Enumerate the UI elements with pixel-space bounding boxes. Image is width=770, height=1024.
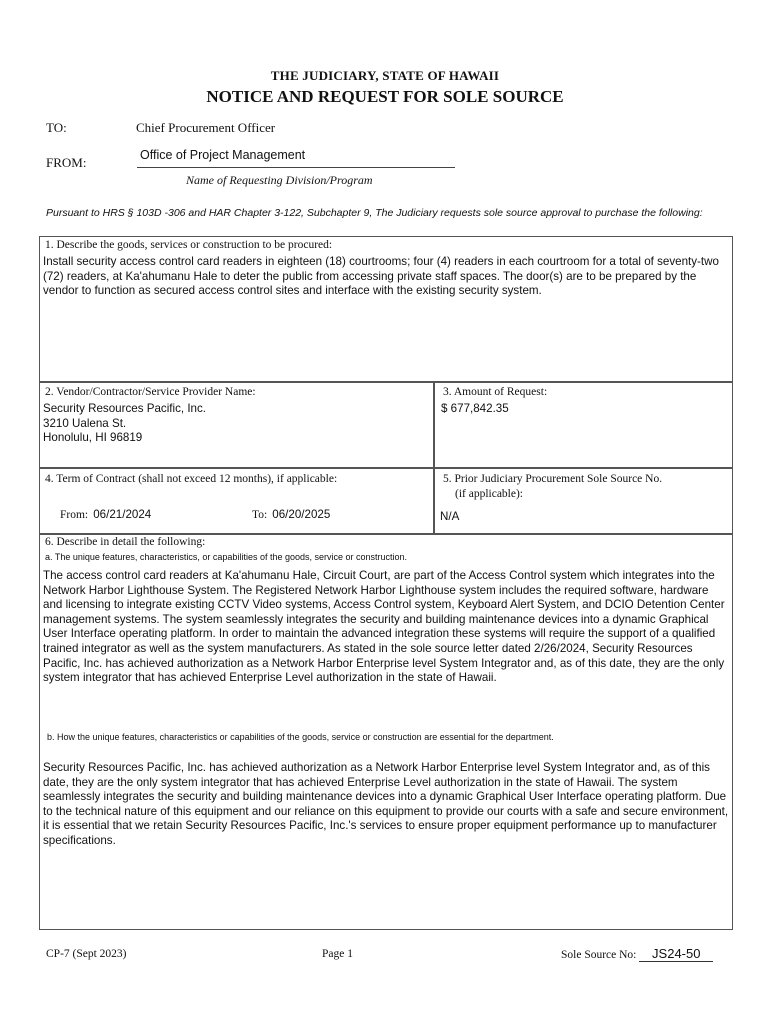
term-from-group	[60, 503, 151, 523]
amount-field[interactable]: $ 677,842.35	[441, 402, 509, 415]
section-vendor	[39, 382, 434, 468]
section3-title: 3. Amount of Request:	[443, 386, 548, 398]
section-amount	[434, 382, 733, 468]
form-title: NOTICE AND REQUEST FOR SOLE SOURCE	[206, 87, 564, 106]
from-caption: Name of Requesting Division/Program	[186, 173, 373, 187]
org-heading: THE JUDICIARY, STATE OF HAWAII	[270, 68, 500, 83]
section-prior-sole-source	[434, 468, 733, 534]
vendor-street: 3210 Ualena St.	[43, 416, 127, 430]
section4-title: 4. Term of Contract (shall not exceed 12 months), if applicable:	[45, 473, 338, 485]
term-to-group	[252, 503, 330, 523]
sole-source-number	[561, 946, 713, 962]
section1-title: 1. Describe the goods, services or construction to be procured:	[45, 239, 333, 251]
vendor-name: Security Resources Pacific, Inc.	[43, 402, 207, 415]
section5-title: 5. Prior Judiciary Procurement Sole Source No.	[443, 473, 663, 485]
section6a-field[interactable]: The access control card readers at Ka'ahumanu Hale, Circuit Court, are part of the Access Control system which integrates into the Network Harbor Lighthouse System. The Registered Network Harbor Lighthouse system includes the required software, hardware and licensing to integrate existing CCTV Video systems, Access Control system, Keyboard Alert System, and DCIO Detention Center management systems. The system seamlessly integrates the security and building maintenance devices into a dynamic Graphical User Interface operating platform. In order to maintain the advanced integration these systems will require the support of a qualified trained integrator as well as the system manufacturers. As stated in the sole source letter dated 2/26/2024, Security Resources Pacific, Inc. has achieved authorization as a Network Harbor Enterprise level System Integrator and, as of this date, they are the only system integrator that has achieved Enterprise Level authorization in the state of Hawaii.	[43, 569, 725, 685]
to-label: TO:	[46, 120, 67, 135]
page-number: Page 1	[322, 948, 353, 960]
to-value: Chief Procurement Officer	[136, 120, 276, 135]
section-detail	[39, 534, 733, 930]
section2-title: 2. Vendor/Contractor/Service Provider Name:	[45, 386, 256, 398]
section6a-label: a. The unique features, characteristics, or capabilities of the goods, service or construction.	[45, 552, 408, 562]
section-describe-goods	[39, 236, 733, 382]
from-underline	[137, 167, 455, 168]
vendor-field[interactable]	[43, 402, 428, 446]
from-label: FROM:	[46, 155, 87, 170]
sole-source-field[interactable]: JS24-50	[639, 946, 713, 962]
term-from-field[interactable]: 06/21/2024	[93, 508, 152, 521]
section6b-label: b. How the unique features, characteristics or capabilities of the goods, service or construction are essential for the department.	[47, 732, 554, 742]
pursuant-statement: Pursuant to HRS § 103D -306 and HAR Chapter 3-122, Subchapter 9, The Judiciary requests sole source approval to purchase the following:	[46, 207, 703, 219]
sole-source-label: Sole Source No:	[561, 949, 637, 961]
from-field[interactable]: Office of Project Management	[140, 148, 306, 162]
prior-sole-source-field[interactable]: N/A	[440, 510, 460, 523]
section5-subtitle: (if applicable):	[455, 488, 524, 500]
section1-field[interactable]: Install security access control card readers in eighteen (18) courtrooms; four (4) readers in each courtroom for a total of seventy-two (72) readers, at Ka'ahumanu Hale to deter the public from accessing private staff spaces. The door(s) are to be prepared by the vendor to function as secured access control sites and interface with the existing security system.	[43, 255, 719, 298]
term-from-label: From:	[60, 509, 89, 521]
section6b-field[interactable]: Security Resources Pacific, Inc. has achieved authorization as a Network Harbor Enterprise level System Integrator and, as of this date, they are the only system integrator that has achieved Enterprise Level authorization in the state of Hawaii. The system seamlessly integrates the security and building maintenance devices into a dynamic Graphical User Interface operating platform. Due to the technical nature of this equipment and our reliance on this equipment to provide our courts with a safe and secure environment, it is essential that we retain Security Resources Pacific, Inc.'s services to ensure proper equipment performance up to manufacturer specifications.	[43, 761, 729, 847]
section6-title: 6. Describe in detail the following:	[45, 536, 206, 548]
term-to-field[interactable]: 06/20/2025	[272, 508, 331, 521]
vendor-city: Honolulu, HI 96819	[43, 431, 143, 445]
term-to-label: To:	[252, 509, 268, 521]
form-id: CP-7 (Sept 2023)	[46, 948, 127, 960]
section-term	[39, 468, 434, 534]
